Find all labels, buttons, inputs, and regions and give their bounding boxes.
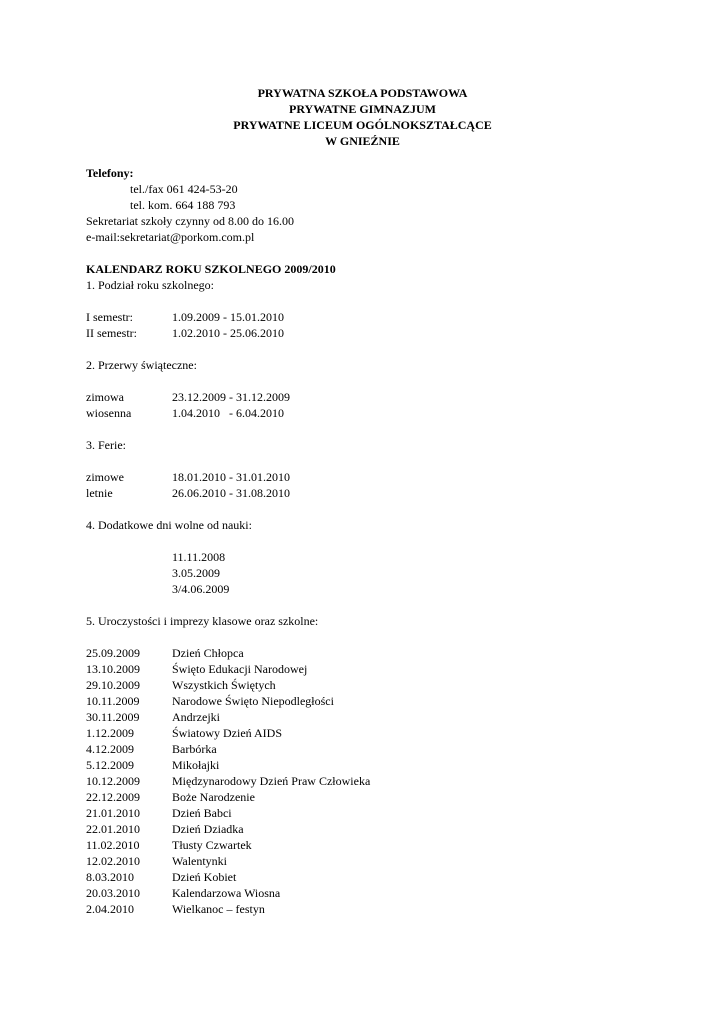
event-name: Dzień Babci xyxy=(172,806,232,820)
day-off-date: 3.05.2009 xyxy=(172,566,220,580)
calendar-title: KALENDARZ ROKU SZKOLNEGO 2009/2010 xyxy=(86,262,336,276)
event-name: Wielkanoc – festyn xyxy=(172,902,265,916)
section-heading: 3. Ferie: xyxy=(86,438,126,452)
event-date: 22.12.2009 xyxy=(86,790,140,804)
row-label: letnie xyxy=(86,486,113,500)
office-hours: Sekretariat szkoły czynny od 8.00 do 16.00 xyxy=(86,214,294,228)
section-heading: 1. Podział roku szkolnego: xyxy=(86,278,214,292)
row-label: zimowa xyxy=(86,390,124,404)
event-name: Tłusty Czwartek xyxy=(172,838,252,852)
event-name: Dzień Chłopca xyxy=(172,646,244,660)
event-name: Międzynarodowy Dzień Praw Człowieka xyxy=(172,774,371,788)
event-date: 2.04.2010 xyxy=(86,902,134,916)
event-name: Światowy Dzień AIDS xyxy=(172,726,282,740)
event-date: 5.12.2009 xyxy=(86,758,134,772)
event-name: Kalendarzowa Wiosna xyxy=(172,886,281,900)
row-value: 23.12.2009 - 31.12.2009 xyxy=(172,390,290,404)
school-name-lyceum: PRYWATNE LICEUM OGÓLNOKSZTAŁCĄCE xyxy=(233,118,492,132)
school-name-primary: PRYWATNA SZKOŁA PODSTAWOWA xyxy=(257,86,468,100)
row-value: 1.09.2009 - 15.01.2010 xyxy=(172,310,284,324)
school-name-gymnasium: PRYWATNE GIMNAZJUM xyxy=(288,102,437,116)
event-date: 25.09.2009 xyxy=(86,646,140,660)
row-value: 1.04.2010 - 6.04.2010 xyxy=(172,406,284,420)
event-name: Święto Edukacji Narodowej xyxy=(172,662,308,676)
event-date: 4.12.2009 xyxy=(86,742,134,756)
row-value: 1.02.2010 - 25.06.2010 xyxy=(172,326,284,340)
event-date: 12.02.2010 xyxy=(86,854,140,868)
event-name: Mikołajki xyxy=(172,758,220,772)
event-date: 29.10.2009 xyxy=(86,678,140,692)
event-name: Narodowe Święto Niepodległości xyxy=(172,694,334,708)
event-date: 1.12.2009 xyxy=(86,726,134,740)
row-value: 18.01.2010 - 31.01.2010 xyxy=(172,470,290,484)
section-heading: 2. Przerwy świąteczne: xyxy=(86,358,197,372)
event-name: Dzień Dziadka xyxy=(172,822,244,836)
event-date: 13.10.2009 xyxy=(86,662,140,676)
event-date: 10.12.2009 xyxy=(86,774,140,788)
event-name: Walentynki xyxy=(172,854,228,868)
section-heading: 5. Uroczystości i imprezy klasowe oraz szkolne: xyxy=(86,614,319,628)
event-date: 11.02.2010 xyxy=(86,838,140,852)
event-name: Andrzejki xyxy=(172,710,220,724)
phone-fax: tel./fax 061 424-53-20 xyxy=(130,182,238,196)
phone-mobile: tel. kom. 664 188 793 xyxy=(130,198,236,212)
row-label: II semestr: xyxy=(86,326,137,340)
row-label: wiosenna xyxy=(86,406,132,420)
phones-heading: Telefony: xyxy=(86,166,134,180)
section-heading: 4. Dodatkowe dni wolne od nauki: xyxy=(86,518,252,532)
day-off-date: 11.11.2008 xyxy=(172,550,226,564)
event-date: 8.03.2010 xyxy=(86,870,134,884)
event-date: 21.01.2010 xyxy=(86,806,140,820)
event-date: 20.03.2010 xyxy=(86,886,140,900)
day-off-date: 3/4.06.2009 xyxy=(172,582,230,596)
event-name: Wszystkich Świętych xyxy=(172,678,276,692)
event-date: 22.01.2010 xyxy=(86,822,140,836)
event-date: 10.11.2009 xyxy=(86,694,140,708)
row-label: I semestr: xyxy=(86,310,133,324)
event-name: Boże Narodzenie xyxy=(172,790,255,804)
row-label: zimowe xyxy=(86,470,124,484)
event-name: Barbórka xyxy=(172,742,217,756)
event-name: Dzień Kobiet xyxy=(172,870,237,884)
school-city: W GNIEŹNIE xyxy=(325,134,400,148)
row-value: 26.06.2010 - 31.08.2010 xyxy=(172,486,290,500)
email-address: e-mail:sekretariat@porkom.com.pl xyxy=(86,230,255,244)
event-date: 30.11.2009 xyxy=(86,710,140,724)
